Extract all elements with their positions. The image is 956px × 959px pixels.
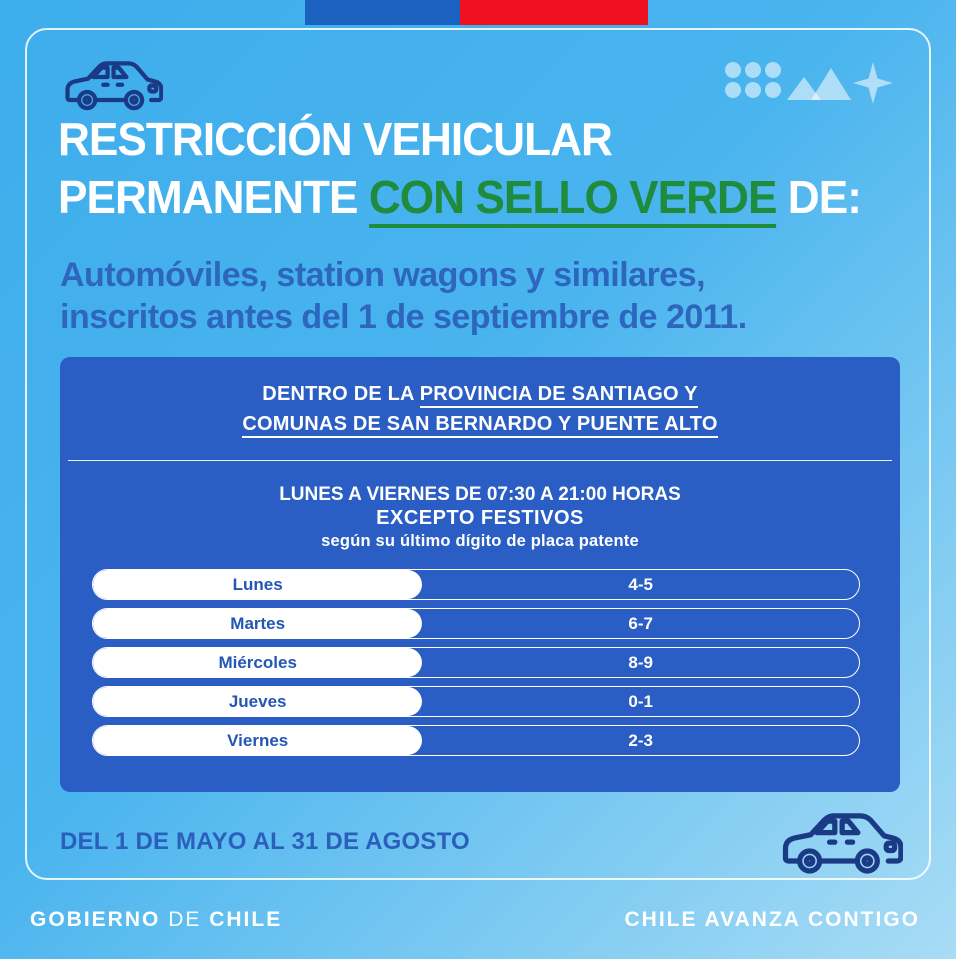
ministry-brand-logo (723, 56, 895, 108)
day-cell: Lunes (93, 570, 422, 599)
flag-stripe-blue (305, 0, 460, 25)
schedule-note: según su último dígito de placa patente (321, 532, 639, 550)
government-wordmark: GOBIERNO DE CHILE (30, 907, 283, 931)
car-icon (59, 52, 163, 114)
panel-divider (68, 460, 892, 461)
table-row (92, 608, 860, 639)
restriction-panel (60, 357, 900, 792)
footer-bar (0, 880, 956, 959)
restriction-table (92, 569, 860, 756)
table-row (92, 647, 860, 678)
slogan-wordmark: CHILE AVANZA CONTIGO (624, 907, 920, 931)
digits-cell: 2-3 (628, 730, 653, 750)
schedule-exception: EXCEPTO FESTIVOS (376, 507, 584, 529)
green-seal-highlight: CON SELLO VERDE (369, 171, 777, 228)
dots-grid-icon (725, 62, 781, 98)
table-row (92, 725, 860, 756)
flag-stripe-red (460, 0, 648, 25)
schedule-hours: LUNES A VIERNES DE 07:30 A 21:00 HORAS (279, 484, 681, 505)
digits-cell: 8-9 (628, 652, 653, 672)
day-cell: Martes (93, 609, 422, 638)
mountains-icon (787, 68, 851, 100)
table-row (92, 686, 860, 717)
day-cell: Miércoles (93, 648, 422, 677)
zone-header: DENTRO DE LA PROVINCIA DE SANTIAGO Y COMUNAS DE SAN BERNARDO Y PUENTE ALTO (60, 379, 900, 439)
digits-cell: 6-7 (628, 613, 653, 633)
page-title (58, 110, 874, 226)
poster-card (25, 28, 931, 880)
title-line-1: RESTRICCIÓN VEHICULAR (58, 113, 612, 165)
digits-cell: 0-1 (628, 691, 653, 711)
digits-cell: 4-5 (628, 574, 653, 594)
title-line-2: PERMANENTE CON SELLO VERDE DE: (58, 168, 874, 226)
table-row (92, 569, 860, 600)
validity-period: DEL 1 DE MAYO AL 31 DE AGOSTO (60, 828, 470, 855)
sparkle-icon (853, 62, 893, 104)
day-cell: Jueves (93, 687, 422, 716)
vehicle-description: Automóviles, station wagons y similares, inscritos antes del 1 de septiembre de 2011. (60, 256, 747, 336)
schedule-block (60, 483, 900, 553)
car-icon (775, 802, 903, 878)
day-cell: Viernes (93, 726, 422, 755)
